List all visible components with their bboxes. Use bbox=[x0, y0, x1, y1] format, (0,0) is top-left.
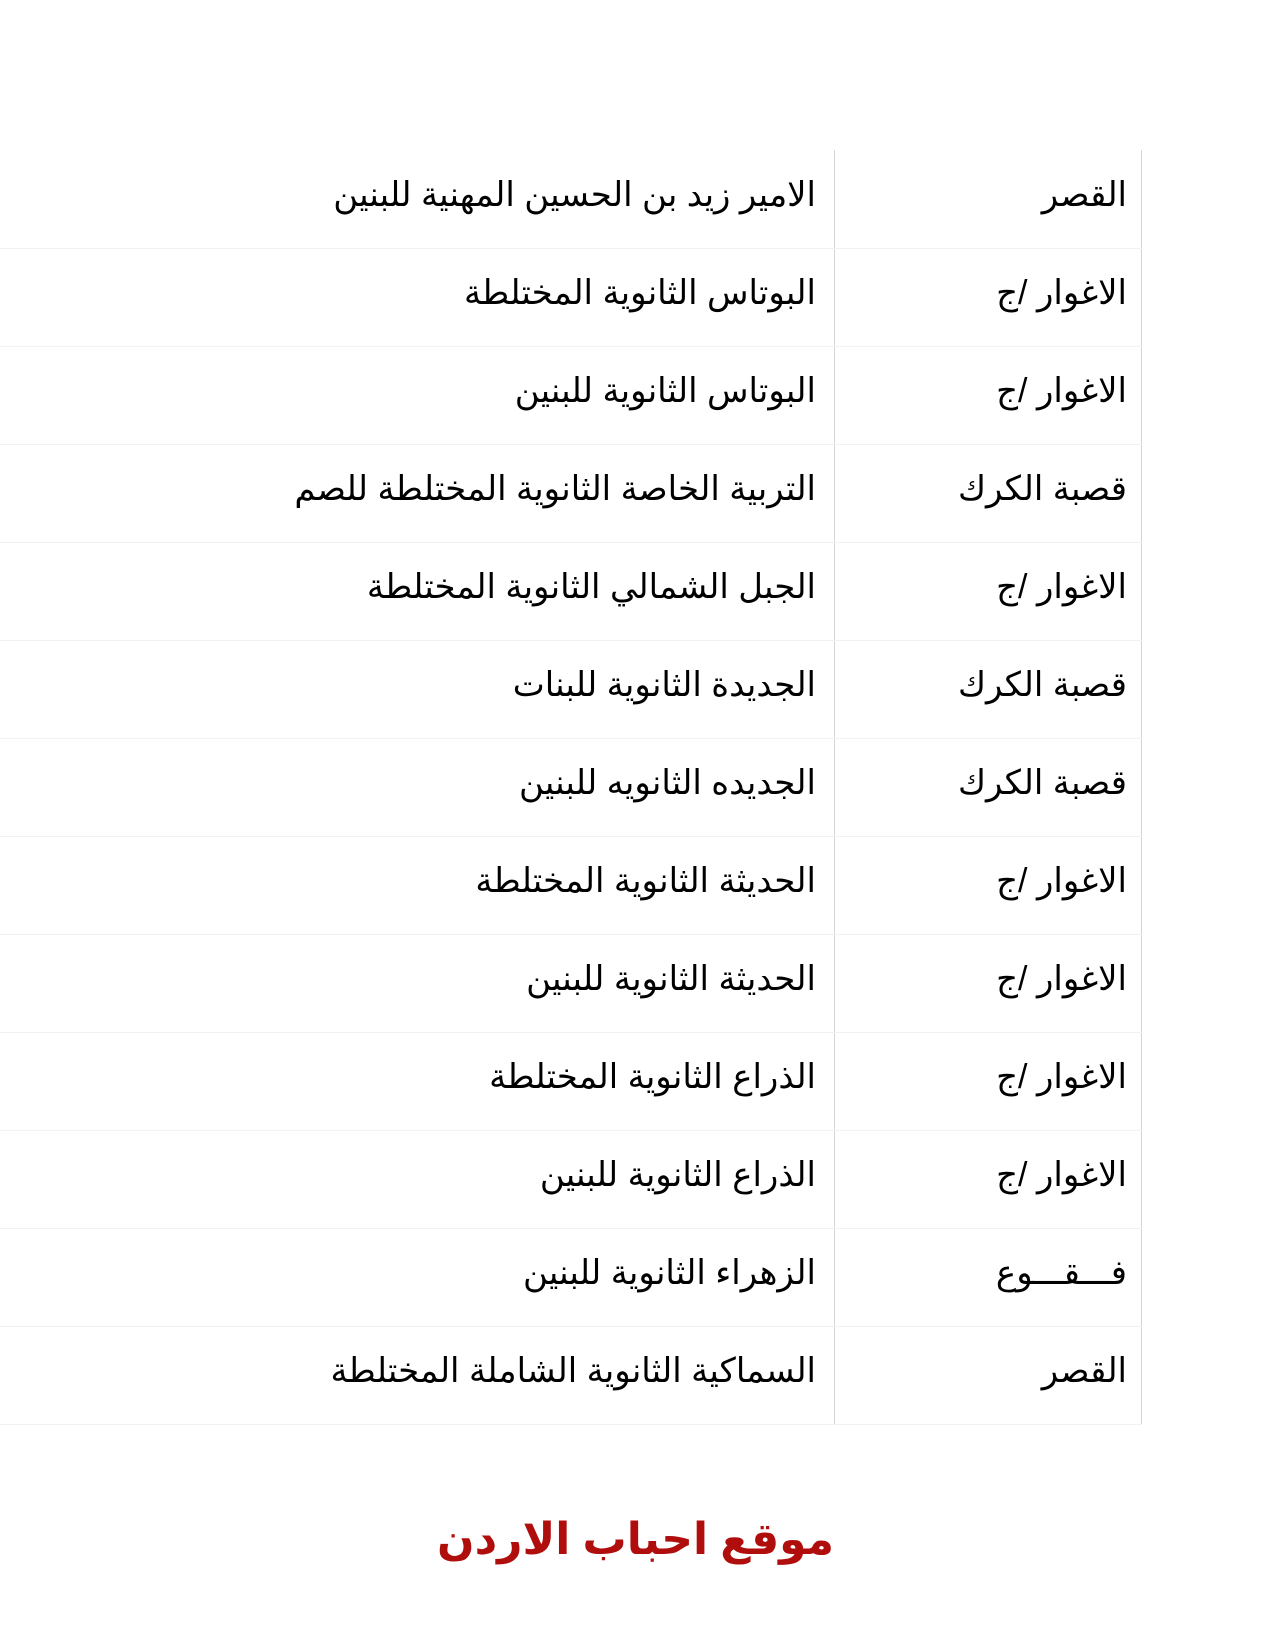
school-cell bbox=[0, 1032, 835, 1130]
school-cell bbox=[0, 1228, 835, 1326]
school-cell bbox=[0, 640, 835, 738]
school-name-text: الجديدة الثانوية للبنات bbox=[512, 666, 816, 704]
region-text: قصبة الكرك bbox=[957, 470, 1127, 508]
table-row bbox=[0, 934, 1142, 1032]
table-row bbox=[0, 444, 1142, 542]
school-cell bbox=[0, 542, 835, 640]
region-cell bbox=[835, 1228, 1142, 1326]
school-cell bbox=[0, 248, 835, 346]
table-row bbox=[0, 1326, 1142, 1424]
table-row bbox=[0, 346, 1142, 444]
region-text: الاغوار /ج bbox=[996, 568, 1127, 606]
region-cell bbox=[835, 542, 1142, 640]
table-row bbox=[0, 1130, 1142, 1228]
region-text: القصر bbox=[1041, 1352, 1127, 1390]
school-cell bbox=[0, 346, 835, 444]
school-cell bbox=[0, 836, 835, 934]
school-name-text: السماكية الثانوية الشاملة المختلطة bbox=[330, 1352, 816, 1390]
school-cell bbox=[0, 1326, 835, 1424]
region-cell bbox=[835, 1032, 1142, 1130]
school-cell bbox=[0, 1130, 835, 1228]
school-name-text: الحديثة الثانوية المختلطة bbox=[475, 862, 816, 900]
school-name-text: التربية الخاصة الثانوية المختلطة للصم bbox=[294, 470, 816, 508]
region-cell bbox=[835, 934, 1142, 1032]
region-text: الاغوار /ج bbox=[996, 1156, 1127, 1194]
school-name-text: البوتاس الثانوية للبنين bbox=[514, 372, 816, 410]
region-text: قصبة الكرك bbox=[957, 666, 1127, 704]
table-row bbox=[0, 738, 1142, 836]
region-cell bbox=[835, 444, 1142, 542]
region-cell bbox=[835, 1326, 1142, 1424]
school-name-text: البوتاس الثانوية المختلطة bbox=[463, 274, 816, 312]
region-text: الاغوار /ج bbox=[996, 862, 1127, 900]
school-name-text: الزهراء الثانوية للبنين bbox=[522, 1254, 816, 1292]
region-text: قصبة الكرك bbox=[957, 764, 1127, 802]
school-name-text: الحديثة الثانوية للبنين bbox=[526, 960, 816, 998]
region-text: الاغوار /ج bbox=[996, 274, 1127, 312]
region-cell bbox=[835, 346, 1142, 444]
school-cell bbox=[0, 934, 835, 1032]
school-name-text: الامير زيد بن الحسين المهنية للبنين bbox=[333, 175, 816, 214]
table-row bbox=[0, 836, 1142, 934]
school-cell bbox=[0, 444, 835, 542]
school-name-text: الذراع الثانوية للبنين bbox=[539, 1156, 816, 1194]
school-name-text: الجبل الشمالي الثانوية المختلطة bbox=[366, 568, 816, 606]
table-row bbox=[0, 1228, 1142, 1326]
school-name-text: الذراع الثانوية المختلطة bbox=[489, 1058, 816, 1096]
region-text: الاغوار /ج bbox=[996, 372, 1127, 410]
region-cell bbox=[835, 150, 1142, 248]
table-row bbox=[0, 150, 1142, 248]
region-cell bbox=[835, 738, 1142, 836]
region-text: القصر bbox=[1041, 175, 1127, 214]
region-cell bbox=[835, 836, 1142, 934]
region-cell bbox=[835, 640, 1142, 738]
footer-site-name: موقع احباب الاردن bbox=[437, 1515, 834, 1564]
table-row bbox=[0, 542, 1142, 640]
region-cell bbox=[835, 1130, 1142, 1228]
region-cell bbox=[835, 248, 1142, 346]
school-name-text: الجديده الثانويه للبنين bbox=[518, 764, 816, 802]
region-text: فـــقـــوع bbox=[995, 1254, 1127, 1292]
region-text: الاغوار /ج bbox=[996, 1058, 1127, 1096]
schools-table bbox=[0, 150, 1142, 1425]
table-row bbox=[0, 248, 1142, 346]
table-row bbox=[0, 640, 1142, 738]
table-row bbox=[0, 1032, 1142, 1130]
school-cell bbox=[0, 150, 835, 248]
region-text: الاغوار /ج bbox=[996, 960, 1127, 998]
school-cell bbox=[0, 738, 835, 836]
